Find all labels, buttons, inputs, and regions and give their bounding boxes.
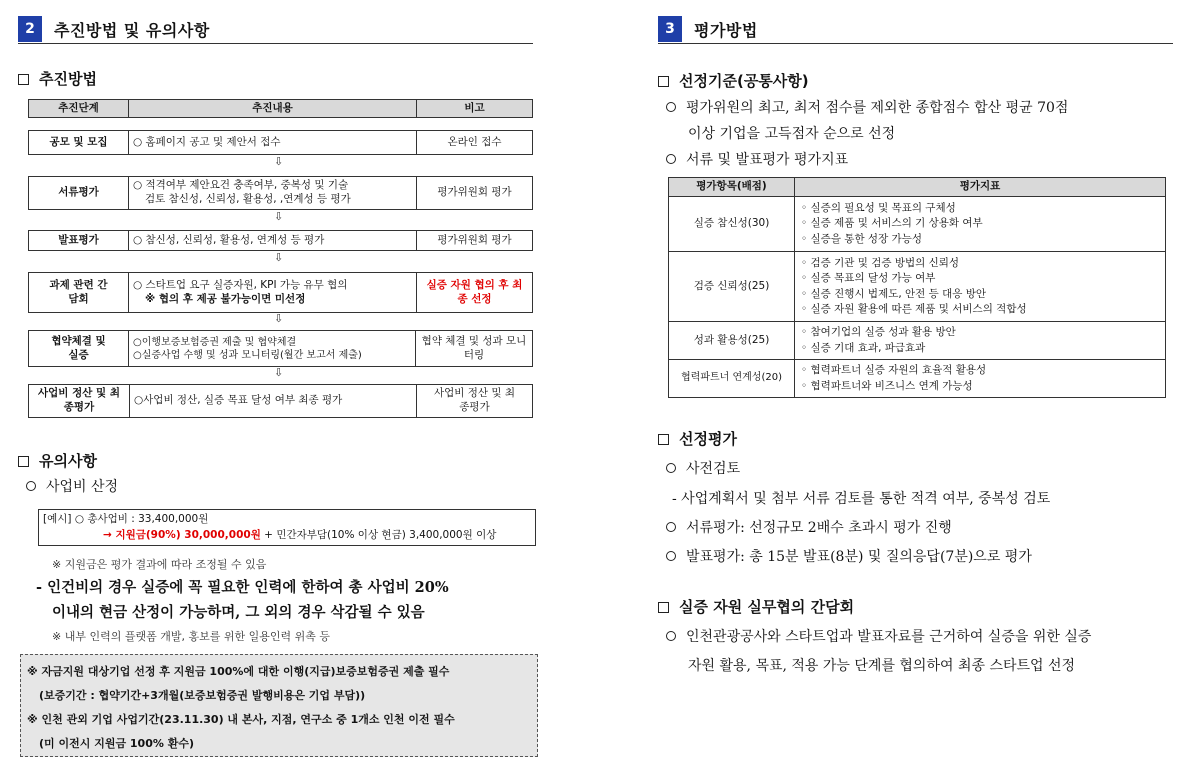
stage-content: ○ 적격여부 제안요건 충족여부, 중복성 및 기술 검토 참신성, 신뢰성, 활용성, ,연계성 등 평가 xyxy=(129,177,417,210)
stage-content: ○ 스타트업 요구 실증자원, KPI 가능 유무 협의 ※ 협의 후 제공 불가능이면 미선정 xyxy=(129,273,417,313)
caution-heading: 유의사항 xyxy=(18,450,97,471)
stage-name: 과제 관련 간담회 xyxy=(29,273,129,313)
square-bullet-icon xyxy=(658,434,669,445)
eval-row: 협력파트너 연계성(20) ◦ 협력파트너 실증 자원의 효율적 활용성 ◦ 협력파트너와 비즈니스 연계 가능성 xyxy=(669,360,1166,398)
col-indicator: 평가지표 xyxy=(795,178,1166,197)
eval-row: 검증 신뢰성(25) ◦ 검증 기관 및 검증 방법의 신뢰성 ◦ 실증 목표의 달성 가능 여부 ◦ 실증 진행시 법제도, 안전 등 대응 방안 ◦ 실증 자원 활용에 따른 제품 및 서비스의 적합성 xyxy=(669,252,1166,322)
stage-content: ○이행보증보험증권 제출 및 협약체결 ○실증사업 수행 및 성과 모니터링(월간 보고서 제출) xyxy=(129,331,416,367)
down-arrow-icon: ⇩ xyxy=(274,155,284,168)
stage-row xyxy=(28,176,533,210)
square-bullet-icon xyxy=(18,74,29,85)
circle-bullet-icon xyxy=(666,551,676,561)
budget-item: 사업비 산정 xyxy=(26,476,118,496)
stage-note: 실증 자원 협의 후 최종 선정 xyxy=(417,273,533,313)
section-header-3 xyxy=(658,14,1173,44)
col-stage: 추진단계 xyxy=(29,100,129,118)
section-title: 추진방법 및 유의사항 xyxy=(54,21,210,40)
stage-name: 사업비 정산 및 최종평가 xyxy=(29,385,130,418)
stage-note: 평가위원회 평가 xyxy=(417,177,533,210)
criteria-item: 평가위원의 최고, 최저 점수를 제외한 종합점수 합산 평균 70점 xyxy=(666,97,1068,117)
circle-bullet-icon xyxy=(666,154,676,164)
stage-content: ○ 홈페이지 공고 및 제안서 접수 xyxy=(129,131,417,155)
circle-bullet-icon xyxy=(666,102,676,112)
meeting-item: 인천관광공사와 스타트업과 발표자료를 근거하여 실증을 위한 실증 xyxy=(666,626,1091,646)
method-heading: 추진방법 xyxy=(18,68,97,89)
circle-bullet-icon xyxy=(666,631,676,641)
adjust-note: ※ 지원금은 평가 결과에 따라 조정될 수 있음 xyxy=(52,558,267,571)
process-table-header xyxy=(28,99,533,118)
square-bullet-icon xyxy=(658,76,669,87)
stage-content: ○ 참신성, 신뢰성, 활용성, 연계성 등 평가 xyxy=(129,231,417,251)
notice-line: ※ 인천 관외 기업 사업기간(23.11.30) 내 본사, 지점, 연구소 중 1개소 인천 이전 필수 xyxy=(27,713,455,726)
stage-note: 협약 체결 및 성과 모니터링 xyxy=(416,331,533,367)
labor-cost-line1: - 인건비의 경우 실증에 꼭 필요한 인력에 한하여 총 사업비 20% xyxy=(36,579,449,596)
circle-bullet-icon xyxy=(666,522,676,532)
meeting-heading: 실증 자원 실무협의 간담회 xyxy=(658,596,854,617)
eval-row: 성과 활용성(25) ◦ 참여기업의 실증 성과 활용 방안 ◦ 실증 기대 효과, 파급효과 xyxy=(669,322,1166,360)
criteria-item: 서류 및 발표평가 평가지표 xyxy=(666,149,848,169)
stage-note: 온라인 접수 xyxy=(417,131,533,155)
stage-note: 사업비 정산 및 최종평가 xyxy=(417,385,533,418)
selection-item: 서류평가: 선정규모 2배수 초과시 평가 진행 xyxy=(666,517,952,537)
section-number: 2 xyxy=(18,16,42,42)
stage-content: ○사업비 정산, 실증 목표 달성 여부 최종 평가 xyxy=(130,385,417,418)
labor-cost-line2: 이내의 현금 산정이 가능하며, 그 외의 경우 삭감될 수 있음 xyxy=(52,604,425,621)
square-bullet-icon xyxy=(658,602,669,613)
down-arrow-icon: ⇩ xyxy=(274,210,284,223)
section-title: 평가방법 xyxy=(694,21,758,40)
notice-line: (보증기간 : 협약기간+3개월(보증보험증권 발행비용은 기업 부담)) xyxy=(39,689,366,702)
col-content: 추진내용 xyxy=(129,100,417,118)
notice-box xyxy=(20,654,538,757)
stage-name: 공모 및 모집 xyxy=(29,131,129,155)
stage-name: 서류평가 xyxy=(29,177,129,210)
stage-row xyxy=(28,384,533,418)
down-arrow-icon: ⇩ xyxy=(274,251,284,264)
meeting-item-cont: 자원 활용, 목표, 적용 가능 단계를 협의하여 최종 스타트업 선정 xyxy=(688,658,1076,674)
stage-row xyxy=(28,272,533,313)
criteria-item-cont: 이상 기업을 고득점자 순으로 선정 xyxy=(688,126,896,142)
stage-name: 협약체결 및 실증 xyxy=(29,331,129,367)
notice-line: ※ 자금지원 대상기업 선정 후 지원금 100%에 대한 이행(지급)보증보험증권 제출 필수 xyxy=(27,665,450,678)
pre-review-detail: - 사업계획서 및 첨부 서류 검토를 통한 적격 여부, 중복성 검토 xyxy=(672,491,1051,507)
col-note: 비고 xyxy=(417,100,533,118)
criteria-heading: 선정기준(공통사항) xyxy=(658,70,809,91)
section-header-2 xyxy=(18,14,533,44)
eval-row: 실증 참신성(30) ◦ 실증의 필요성 및 목표의 구체성 ◦ 실증 제품 및 서비스의 기 상용화 여부 ◦ 실증을 통한 성장 가능성 xyxy=(669,197,1166,252)
stage-name: 발표평가 xyxy=(29,231,129,251)
down-arrow-icon: ⇩ xyxy=(274,366,284,379)
stage-row xyxy=(28,130,533,155)
selection-item: 발표평가: 총 15분 발표(8분) 및 질의응답(7분)으로 평가 xyxy=(666,546,1032,566)
section-number: 3 xyxy=(658,16,682,42)
square-bullet-icon xyxy=(18,456,29,467)
selection-item: 사전검토 xyxy=(666,458,740,478)
col-category: 평가항목(배점) xyxy=(669,178,795,197)
budget-example-box: [예시] ○ 총사업비 : 33,400,000원 → 지원금(90%) 30,000,000원 + 민간자부담(10% 이상 현금) 3,400,000원 이상 xyxy=(38,509,536,546)
eval-table xyxy=(668,177,1166,398)
internal-note: ※ 내부 인력의 플랫폼 개발, 홍보를 위한 일용인력 위촉 등 xyxy=(52,630,330,643)
down-arrow-icon: ⇩ xyxy=(274,312,284,325)
selection-heading: 선정평가 xyxy=(658,428,737,449)
stage-row xyxy=(28,330,533,367)
circle-bullet-icon xyxy=(666,463,676,473)
stage-row xyxy=(28,230,533,251)
stage-note: 평가위원회 평가 xyxy=(417,231,533,251)
notice-line: (미 이전시 지원금 100% 환수) xyxy=(39,737,194,750)
circle-bullet-icon xyxy=(26,481,36,491)
